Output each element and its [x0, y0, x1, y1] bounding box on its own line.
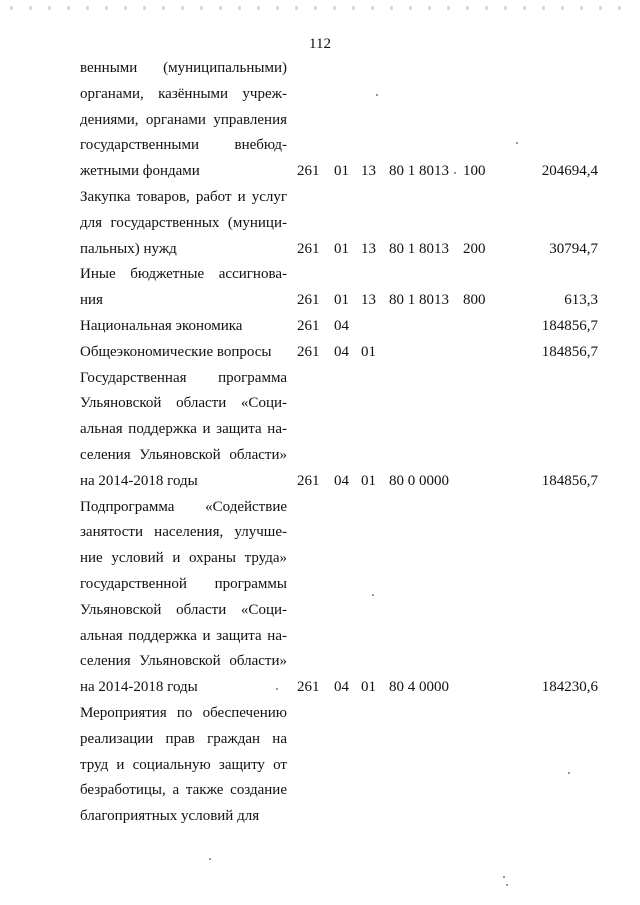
section-code-cell: 04: [334, 318, 349, 334]
table-row-line: [0, 728, 640, 750]
scan-speck: [503, 876, 505, 878]
row-description-line: для государственных (муници-: [80, 214, 287, 231]
amount-cell: 184856,7: [541, 343, 598, 360]
scan-speck: [454, 172, 456, 174]
table-row-line: [0, 238, 640, 260]
target-article-cell: 80 1 8013: [389, 163, 449, 180]
row-description-line: ние условий и охраны труда»: [80, 550, 287, 567]
section-code-cell: 04: [334, 679, 349, 696]
subsection-code-cell: 13: [361, 240, 376, 257]
section-code-cell: 01: [334, 240, 349, 257]
scan-speck: [506, 884, 508, 886]
amount-cell: 184230,6: [541, 679, 598, 696]
page-number: 112: [309, 36, 331, 52]
row-description-line: Общеэкономические вопросы: [80, 343, 272, 360]
row-description-line: Ульяновской области «Соци-: [80, 395, 287, 412]
admin-code-cell: 261: [297, 679, 320, 696]
table-row-line: [0, 805, 640, 827]
row-description-line: Подпрограмма «Содействие: [80, 498, 287, 515]
row-description-line: органами, казёнными учреж-: [80, 85, 287, 102]
subsection-code-cell: 13: [361, 163, 376, 180]
table-row-line: [0, 418, 640, 440]
target-article-cell: 80 4 0000: [389, 679, 449, 696]
row-description-line: селения Ульяновской области»: [80, 447, 287, 463]
table-row-line: [0, 263, 640, 285]
scan-speck: [568, 772, 570, 774]
row-description-line: селения Ульяновской области»: [80, 653, 287, 670]
row-description-line: на 2014-2018 годы: [80, 679, 198, 696]
table-row-line: [0, 392, 640, 414]
row-description-line: Мероприятия по обеспечению: [80, 705, 287, 721]
admin-code-cell: 261: [297, 472, 320, 489]
table-row-line: [0, 83, 640, 105]
subsection-code-cell: 13: [361, 292, 376, 309]
table-row-line: [0, 676, 640, 698]
section-code-cell: 04: [334, 472, 349, 489]
subsection-code-cell: 01: [361, 679, 376, 696]
row-description-line: альная поддержка и защита на-: [80, 421, 287, 438]
table-row-line: [0, 160, 640, 182]
table-row-line: [0, 444, 640, 466]
target-article-cell: 80 1 8013: [389, 240, 449, 257]
admin-code-cell: 261: [297, 163, 320, 180]
row-description-line: ния: [80, 292, 103, 309]
table-row-line: [0, 754, 640, 776]
section-code-cell: 01: [334, 292, 349, 309]
row-description-line: занятости населения, улучше-: [80, 524, 287, 541]
table-row-line: [0, 521, 640, 543]
table-row-line: [0, 367, 640, 389]
scan-speck: [276, 688, 278, 690]
table-row-line: [0, 779, 640, 801]
row-description-line: Закупка товаров, работ и услуг: [80, 189, 287, 205]
row-description-line: Национальная экономика: [80, 318, 243, 334]
table-row-line: [0, 315, 640, 337]
table-row-line: [0, 573, 640, 595]
expense-type-cell: 200: [463, 240, 486, 257]
scan-speck: [516, 142, 518, 144]
row-description-line: Иные бюджетные ассигнова-: [80, 266, 287, 283]
table-row-line: [0, 289, 640, 311]
table-row-line: [0, 547, 640, 569]
table-row-line: [0, 650, 640, 672]
subsection-code-cell: 01: [361, 472, 376, 489]
table-row-line: [0, 702, 640, 724]
amount-cell: 30794,7: [549, 240, 598, 257]
section-code-cell: 01: [334, 163, 349, 180]
row-description-line: благоприятных условий для: [80, 808, 260, 825]
target-article-cell: 80 1 8013: [389, 292, 449, 309]
table-row-line: [0, 599, 640, 621]
scan-speck: [209, 858, 211, 860]
expense-type-cell: 800: [463, 292, 486, 309]
row-description-line: безработицы, а также создание: [80, 782, 287, 799]
admin-code-cell: 261: [297, 292, 320, 309]
table-row-line: [0, 625, 640, 647]
amount-cell: 204694,4: [541, 163, 598, 180]
row-description-line: на 2014-2018 годы: [80, 472, 198, 489]
amount-cell: 613,3: [564, 292, 598, 309]
table-row-line: [0, 57, 640, 79]
row-description-line: дениями, органами управления: [80, 111, 287, 128]
row-description-line: труд и социальную защиту от: [80, 756, 287, 773]
row-description-line: пальных) нужд: [80, 240, 177, 257]
admin-code-cell: 261: [297, 240, 320, 257]
table-row-line: [0, 470, 640, 492]
subsection-code-cell: 01: [361, 343, 376, 360]
table-row-line: [0, 212, 640, 234]
row-description-line: жетными фондами: [80, 163, 200, 180]
target-article-cell: 80 0 0000: [389, 472, 449, 489]
table-row-line: [0, 186, 640, 208]
table-row-line: [0, 341, 640, 363]
expense-type-cell: 100: [463, 163, 486, 180]
amount-cell: 184856,7: [541, 318, 598, 334]
amount-cell: 184856,7: [541, 472, 598, 489]
table-row-line: [0, 134, 640, 156]
table-row-line: [0, 109, 640, 131]
section-code-cell: 04: [334, 343, 349, 360]
admin-code-cell: 261: [297, 343, 320, 360]
row-description-line: альная поддержка и защита на-: [80, 627, 287, 644]
scan-speck: [372, 594, 374, 596]
row-description-line: государственной программы: [80, 576, 287, 592]
row-description-line: Государственная программа: [80, 369, 287, 386]
row-description-line: венными (муниципальными): [80, 60, 287, 76]
row-description-line: Ульяновской области «Соци-: [80, 601, 287, 618]
scan-edge-noise: [10, 6, 630, 10]
admin-code-cell: 261: [297, 318, 320, 334]
scan-speck: [376, 94, 378, 96]
table-row-line: [0, 496, 640, 518]
row-description-line: реализации прав граждан на: [80, 730, 287, 747]
row-description-line: государственными внебюд-: [80, 137, 287, 154]
